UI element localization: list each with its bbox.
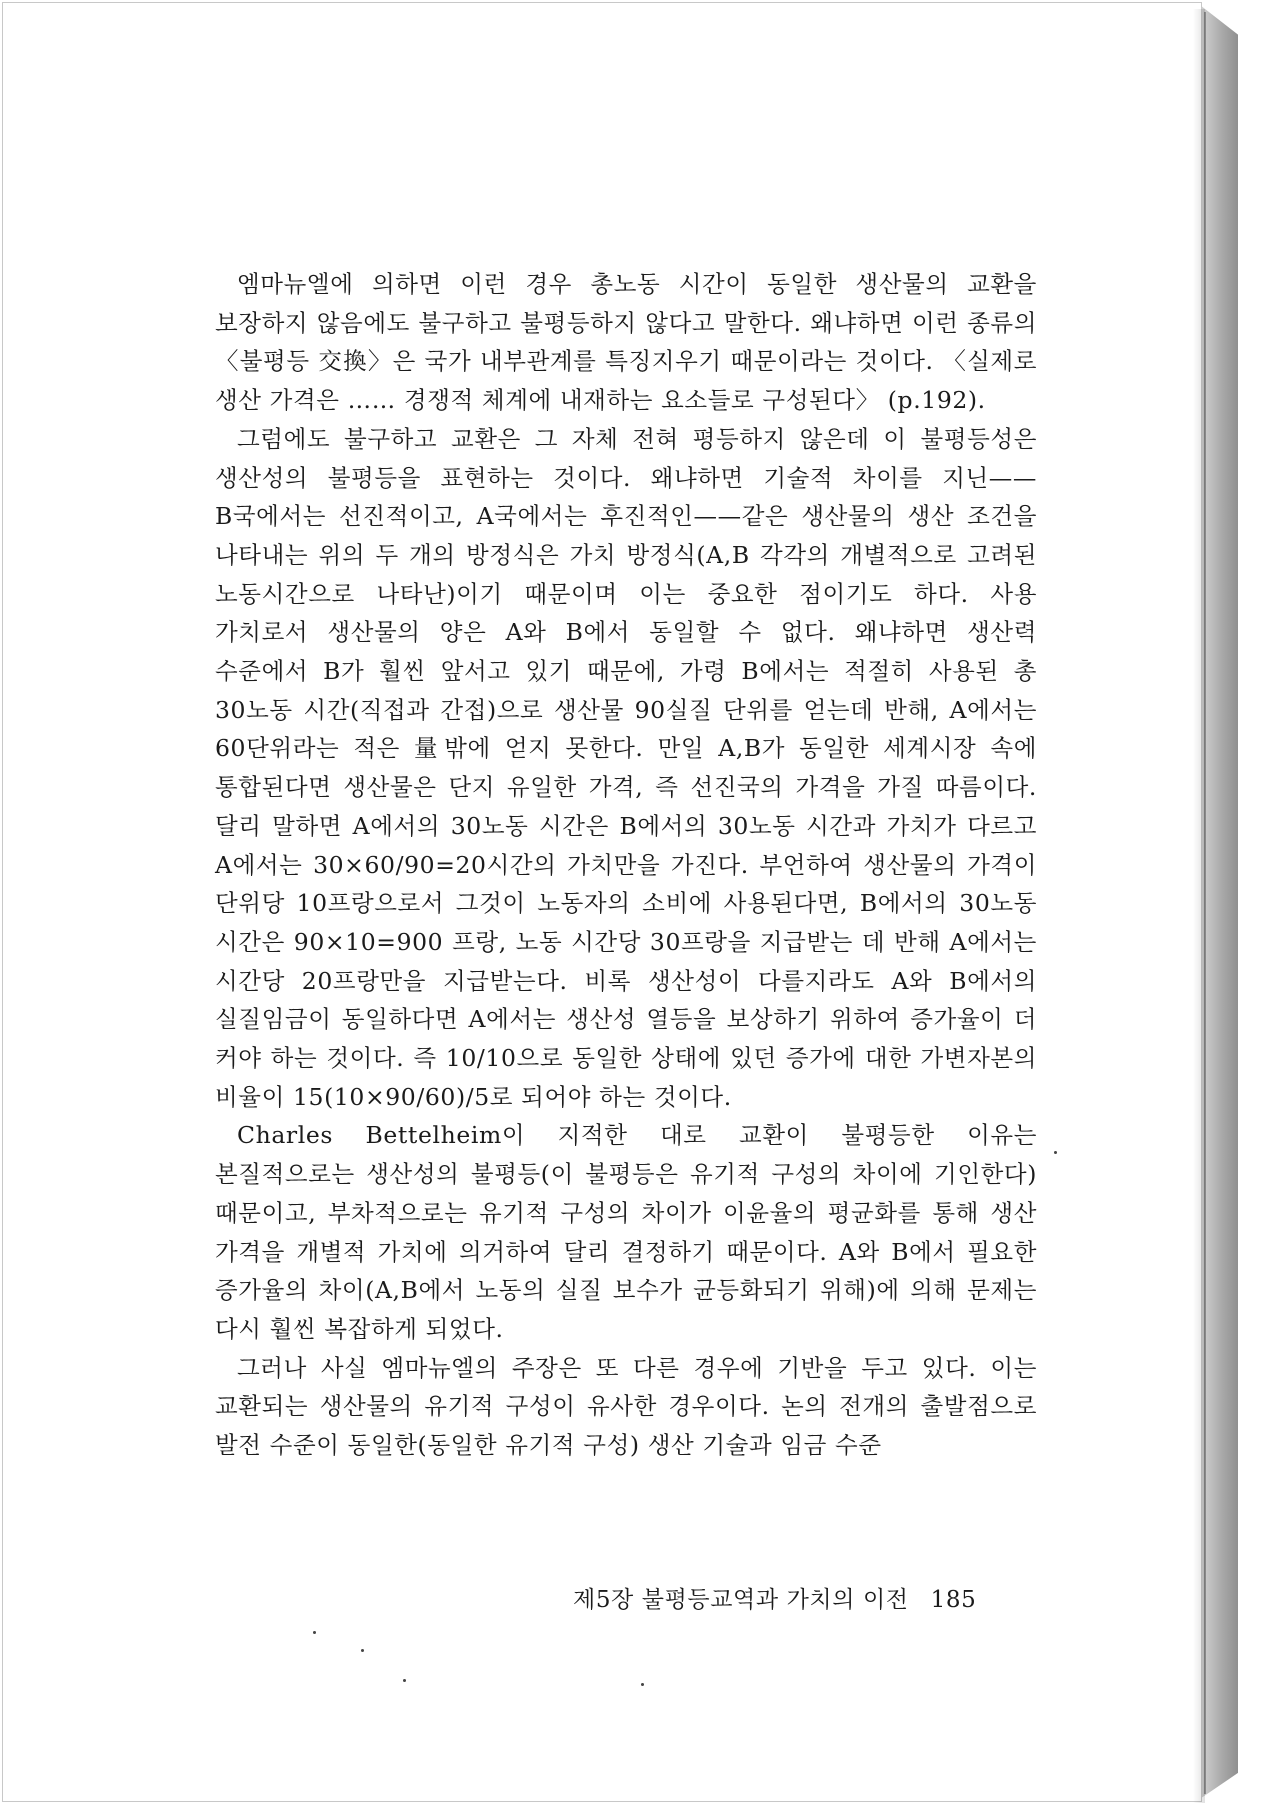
- chapter-title: 제5장 불평등교역과 가치의 이전: [573, 1587, 909, 1613]
- body-text: [215, 265, 1037, 1465]
- scan-speck: [361, 1649, 364, 1652]
- scan-speck: [403, 1679, 406, 1682]
- paragraph-4: 그러나 사실 엠마뉴엘의 주장은 또 다른 경우에 기반을 두고 있다. 이는 교환되는 생산물의 유기적 구성이 유사한 경우이다. 논의 전개의 출발점으로 발전 수준이 동일한(동일한 유기적 구성) 생산 기술과 임금 수준: [215, 1353, 1037, 1460]
- scan-speck: [313, 1631, 316, 1634]
- paragraph-2: 그럼에도 불구하고 교환은 그 자체 전혀 평등하지 않은데 이 불평등성은 생산성의 불평등을 표현하는 것이다. 왜냐하면 기술적 차이를 지닌—— B국에서는 선진적이고, A국에서는 후진적인——같은 생산물의 생산 조건을 나타내는 위의 두 개의 방정식은 가치 방정식(A,B 각각의 개별적으로 고려된 노동시간으로 나타난)이기 때문이며 이는 중요한 점이기도 하다. 사용 가치로서 생산물의 양은 A와 B에서 동일할 수 없다. 왜냐하면 생산력 수준에서 B가 훨씬 앞서고 있기 때문에, 가령 B에서는 적절히 사용된 총 30노동 시간(직접과 간접)으로 생산물 90실질 단위를 얻는데 반해, A에서는 60단위라는 적은 量밖에 얻지 못한다. 만일 A,B가 동일한 세계시장 속에 통합된다면 생산물은 단지 유일한 가격, 즉 선진국의 가격을 가질 따름이다. 달리 말하면 A에서의 30노동 시간은 B에서의 30노동 시간과 가치가 다르고 A에서는 30×60/90=20시간의 가치만을 가진다. 부언하여 생산물의 가격이 단위당 10프랑으로서 그것이 노동자의 소비에 사용된다면, B에서의 30노동 시간은 90×10=900 프랑, 노동 시간당 30프랑을 지급받는 데 반해 A에서는 시간당 20프랑만을 지급받는다. 비록 생산성이 다를지라도 A와 B에서의 실질임금이 동일하다면 A에서는 생산성 열등을 보상하기 위하여 증가율이 더 커야 하는 것이다. 즉 10/10으로 동일한 상태에 있던 증가에 대한 가변자본의 비율이 15(10×90/60)/5로 되어야 하는 것이다.: [215, 424, 1037, 1111]
- scan-speck: [641, 1683, 644, 1686]
- paragraph-3: Charles Bettelheim이 지적한 대로 교환이 불평등한 이유는 본질적으로는 생산성의 불평등(이 불평등은 유기적 구성의 차이에 기인한다) 때문이고, 부차적으로는 유기적 구성의 차이가 이윤율의 평균화를 통해 생산 가격을 개별적 가치에 의거하여 달리 결정하기 때문이다. A와 B에서 필요한 증가율의 차이(A,B에서 노동의 실질 보수가 균등화되기 위해)에 의해 문제는 다시 훨씬 복잡하게 되었다.: [215, 1121, 1037, 1343]
- page-number: 185: [930, 1587, 977, 1613]
- paragraph-1: 엠마뉴엘에 의하면 이런 경우 총노동 시간이 동일한 생산물의 교환을 보장하지 않음에도 불구하고 불평등하지 않다고 말한다. 왜냐하면 이런 종류의 〈불평등 交換〉은 국가 내부관계를 특징지우기 때문이라는 것이다. 〈실제로 생산 가격은 …… 경쟁적 체계에 내재하는 요소들로 구성된다〉 (p.192).: [215, 270, 1037, 415]
- book-page: [2, 2, 1202, 1802]
- page-shadow: [1193, 9, 1205, 1803]
- running-footer: [573, 1581, 1013, 1614]
- scan-speck: [1054, 1151, 1057, 1154]
